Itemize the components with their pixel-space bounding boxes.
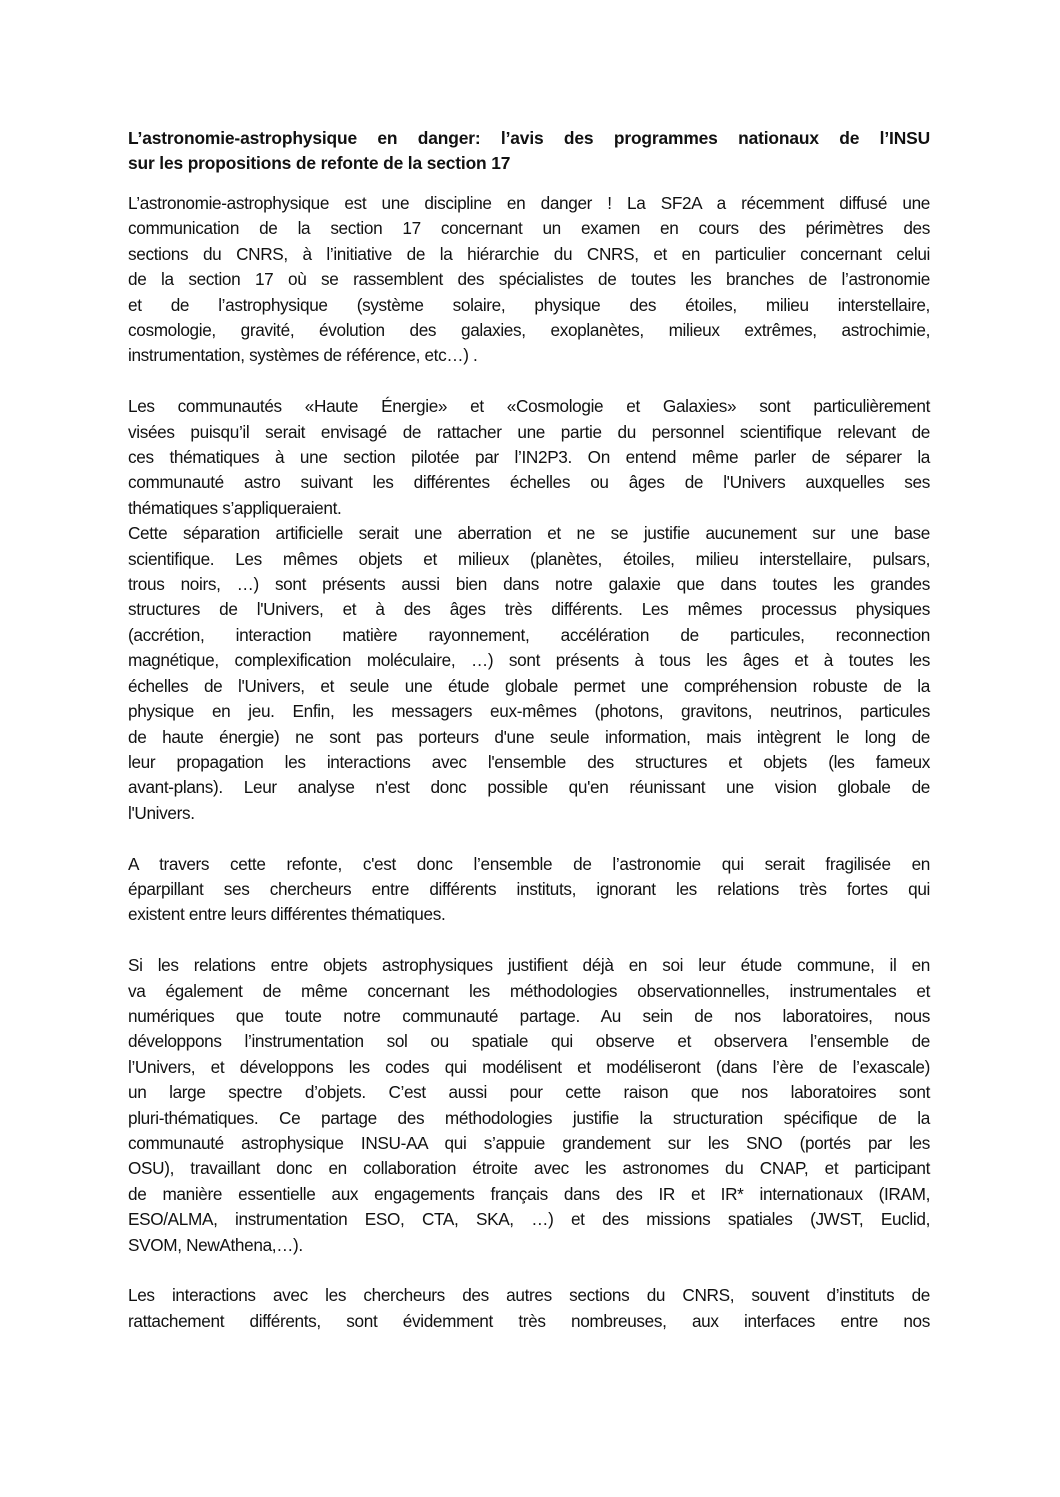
text-line: Les communautés «Haute Énergie» et «Cosmologie et Galaxies» sont particulièrement xyxy=(128,396,930,417)
text-line: communication de la section 17 concernant un examen en cours des périmètres des xyxy=(128,218,930,239)
paragraph-1 xyxy=(128,191,930,369)
text-line: Cette séparation artificielle serait une aberration et ne se justifie aucunement sur une base xyxy=(128,523,930,544)
text-line: A travers cette refonte, c'est donc l’ensemble de l’astronomie qui serait fragilisée en xyxy=(128,853,930,874)
text-line: communauté astrophysique INSU-AA qui s’appuie grandement sur les SNO (portés par les xyxy=(128,1132,930,1153)
text-line: OSU), travaillant donc en collaboration étroite avec les astronomes du CNAP, et participant xyxy=(128,1158,930,1179)
title-line: L’astronomie-astrophysique en danger: l’avis des programmes nationaux de l’INSU xyxy=(128,128,930,148)
paragraph-spacer xyxy=(128,369,930,394)
text-line: sections du CNRS, à l’initiative de la hiérarchie du CNRS, et en particulier concernant celui xyxy=(128,243,930,264)
text-line: communauté astro suivant les différentes échelles ou âges de l'Univers auxquelles ses xyxy=(128,472,930,493)
text-line: Les interactions avec les chercheurs des autres sections du CNRS, souvent d’instituts de xyxy=(128,1285,930,1306)
text-line: Si les relations entre objets astrophysiques justifient déjà en soi leur étude commune, il en xyxy=(128,955,930,976)
text-line: thématiques s’appliqueraient. xyxy=(128,497,342,518)
text-line: physique en jeu. Enfin, les messagers eux-mêmes (photons, gravitons, neutrinos, particules xyxy=(128,701,930,722)
paragraph-spacer xyxy=(128,826,930,851)
text-line: ces thématiques à une section pilotée par l’IN2P3. On entend même parler de séparer la xyxy=(128,447,930,468)
paragraph-spacer xyxy=(128,928,930,953)
text-line: magnétique, complexification moléculaire, …) sont présents à tous les âges et à toutes les xyxy=(128,650,930,671)
text-line: échelles de l'Univers, et seule une étude globale permet une compréhension robuste de la xyxy=(128,675,930,696)
text-line: va également de même concernant les méthodologies observationnelles, instrumentales et xyxy=(128,980,930,1001)
text-line: développons l’instrumentation sol ou spatiale qui observe et observera l’ensemble de xyxy=(128,1031,930,1052)
text-line: numériques que toute notre communauté partage. Au sein de nos laboratoires, nous xyxy=(128,1005,930,1026)
text-line: un large spectre d’objets. C’est aussi pour cette raison que nos laboratoires sont xyxy=(128,1082,930,1103)
text-line: existent entre leurs différentes thématiques. xyxy=(128,904,446,925)
text-line: éparpillant ses chercheurs entre différents instituts, ignorant les relations très fortes qui xyxy=(128,878,930,899)
document-body xyxy=(128,126,930,1334)
text-line: SVOM, NewAthena,…). xyxy=(128,1234,303,1255)
text-line: structures de l'Univers, et à des âges très différents. Les mêmes processus physiques xyxy=(128,599,930,620)
text-line: l'Univers. xyxy=(128,802,195,823)
text-line: rattachement différents, sont évidemment très nombreuses, aux interfaces entre nos xyxy=(128,1310,930,1331)
document-title xyxy=(128,126,930,176)
title-line: sur les propositions de refonte de la section 17 xyxy=(128,153,511,173)
text-line: cosmologie, gravité, évolution des galaxies, exoplanètes, milieux extrêmes, astrochimie, xyxy=(128,320,930,341)
text-line: leur propagation les interactions avec l'ensemble des structures et objets (les fameux xyxy=(128,751,930,772)
text-line: de la section 17 où se rassemblent des spécialistes de toutes les branches de l’astronomie xyxy=(128,269,930,290)
text-line: trous noirs, …) sont présents aussi bien dans notre galaxie que dans toutes les grandes xyxy=(128,574,930,595)
paragraph-2 xyxy=(128,394,930,521)
text-line: de manière essentielle aux engagements français dans des IR et IR* internationaux (IRAM, xyxy=(128,1183,930,1204)
text-line: pluri-thématiques. Ce partage des méthodologies justifie la structuration spécifique de la xyxy=(128,1107,930,1128)
text-line: avant-plans). Leur analyse n'est donc possible qu'en réunissant une vision globale de xyxy=(128,777,930,798)
paragraph-3 xyxy=(128,521,930,826)
text-line: L’astronomie-astrophysique est une discipline en danger ! La SF2A a récemment diffusé une xyxy=(128,193,930,213)
text-line: ESO/ALMA, instrumentation ESO, CTA, SKA, …) et des missions spatiales (JWST, Euclid, xyxy=(128,1209,930,1230)
text-line: et de l’astrophysique (système solaire, physique des étoiles, milieu interstellaire, xyxy=(128,294,930,315)
paragraph-4 xyxy=(128,852,930,928)
text-line: visées puisqu’il serait envisagé de rattacher une partie du personnel scientifique relevant de xyxy=(128,421,930,442)
text-line: scientifique. Les mêmes objets et milieux (planètes, étoiles, milieu interstellaire, pulsars, xyxy=(128,548,930,569)
paragraph-spacer xyxy=(128,1258,930,1283)
text-line: l’Univers, et développons les codes qui modélisent et modéliseront (dans l’ère de l’exascale) xyxy=(128,1056,930,1077)
paragraph-6 xyxy=(128,1283,930,1334)
paragraph-5 xyxy=(128,953,930,1258)
text-line: (accrétion, interaction matière rayonnement, accélération de particules, reconnection xyxy=(128,624,930,645)
text-line: instrumentation, systèmes de référence, etc…) . xyxy=(128,345,478,366)
text-line: de haute énergie) ne sont pas porteurs d'une seule information, mais intègrent le long de xyxy=(128,726,930,747)
